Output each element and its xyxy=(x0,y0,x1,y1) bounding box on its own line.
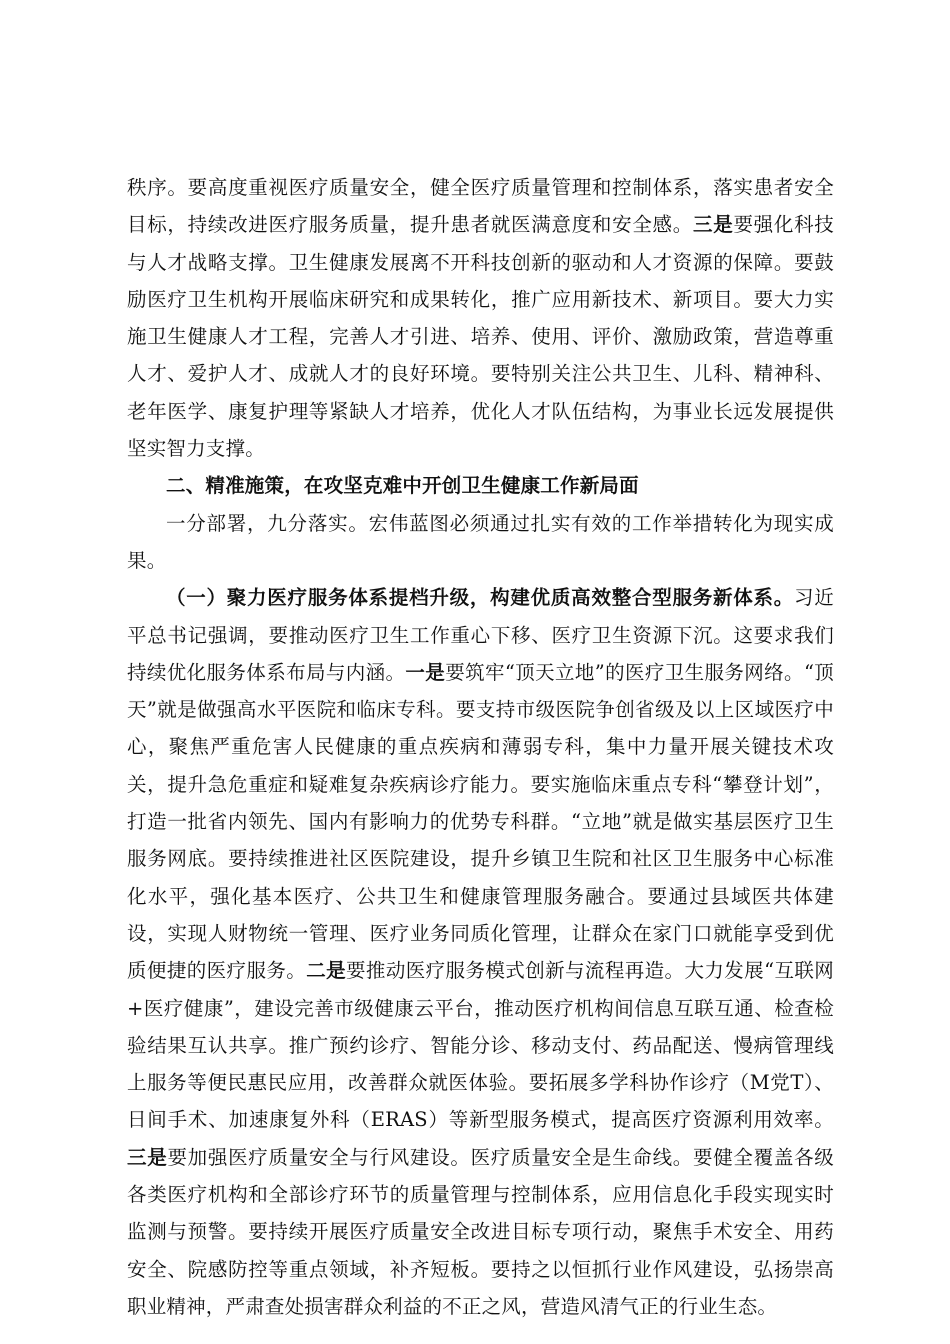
document-body xyxy=(127,169,834,1325)
paragraph-subsection-1 xyxy=(127,579,834,1325)
section-heading-text: 二、精准施策，在攻坚克难中开创卫生健康工作新局面 xyxy=(166,474,639,498)
paragraph-continuation xyxy=(127,169,834,467)
text-run: 习近平总书记强调，要推动医疗卫生工作重心下移、医疗卫生资源下沉。这要求我们持续优化服务体系布局与内涵。 xyxy=(127,586,835,684)
text-run: 秩序。要高度重视医疗质量安全，健全医疗质量管理和控制体系，落实患者安全目标，持续改进医疗服务质量，提升患者就医满意度和安全感。 xyxy=(127,176,834,237)
text-run: 要强化科技与人才战略支撑。卫生健康发展离不开科技创新的驱动和人才资源的保障。要鼓励医疗卫生机构开展临床研究和成果转化，推广应用新技术、新项目。要大力实施卫生健康人才工程，完善人才引进、培养、使用、评价、激励政策，营造尊重人才、爱护人才、成就人才的良好环境。要特别关注公共卫生、儿科、精神科、老年医学、康复护理等紧缺人才培养，优化人才队伍结构，为事业长远发展提供坚实智力支撑。 xyxy=(127,213,834,461)
text-run: 要推动医疗服务模式创新与流程再造。大力发展“互联网+医疗健康”，建设完善市级健康云平台，推动医疗机构间信息互联互通、检查检验结果互认共享。推广预约诊疗、智能分诊、移动支付、药品配送、慢病管理线上服务等便民惠民应用，改善群众就医体验。要拓展多学科协作诊疗（M党T）、日间手术、加速康复外科（ERAS）等新型服务模式，提高医疗资源利用效率。 xyxy=(127,959,834,1132)
text-run-bold: 二是 xyxy=(306,959,347,983)
text-run-bold: 三是 xyxy=(127,1145,168,1169)
text-run-bold: 一是 xyxy=(405,660,446,684)
text-run: 要筑牢“顶天立地”的医疗卫生服务网络。“顶天”就是做强高水平医院和临床专科。要支持市级医院争创省级及以上区域医疗中心，聚焦严重危害人民健康的重点疾病和薄弱专科，集中力量开展关键技术攻关，提升急危重症和疑难复杂疾病诊疗能力。要实施临床重点专科“攀登计划”，打造一批省内领先、国内有影响力的优势专科群。“立地”就是做实基层医疗卫生服务网底。要持续推进社区医院建设，提升乡镇卫生院和社区卫生服务中心标准化水平，强化基本医疗、公共卫生和健康管理服务融合。要通过县域医共体建设，实现人财物统一管理、医疗业务同质化管理，让群众在家门口就能享受到优质便捷的医疗服务。 xyxy=(127,660,835,983)
section-heading xyxy=(127,467,834,504)
paragraph-intro xyxy=(127,505,834,580)
text-run: 一分部署，九分落实。宏伟蓝图必须通过扎实有效的工作举措转化为现实成果。 xyxy=(127,511,834,572)
text-run-bold: 三是 xyxy=(693,213,734,237)
subsection-heading-text: （一）聚力医疗服务体系提档升级，构建优质高效整合型服务新体系。 xyxy=(166,586,795,610)
text-run: 要加强医疗质量安全与行风建设。医疗质量安全是生命线。要健全覆盖各级各类医疗机构和全部诊疗环节的质量管理与控制体系，应用信息化手段实现实时监测与预警。要持续开展医疗质量安全改进目标专项行动，聚焦手术安全、用药安全、院感防控等重点领域，补齐短板。要持之以恒抓行业作风建设，弘扬崇高职业精神，严肃查处损害群众利益的不正之风，营造风清气正的行业生态。 xyxy=(127,1145,834,1318)
